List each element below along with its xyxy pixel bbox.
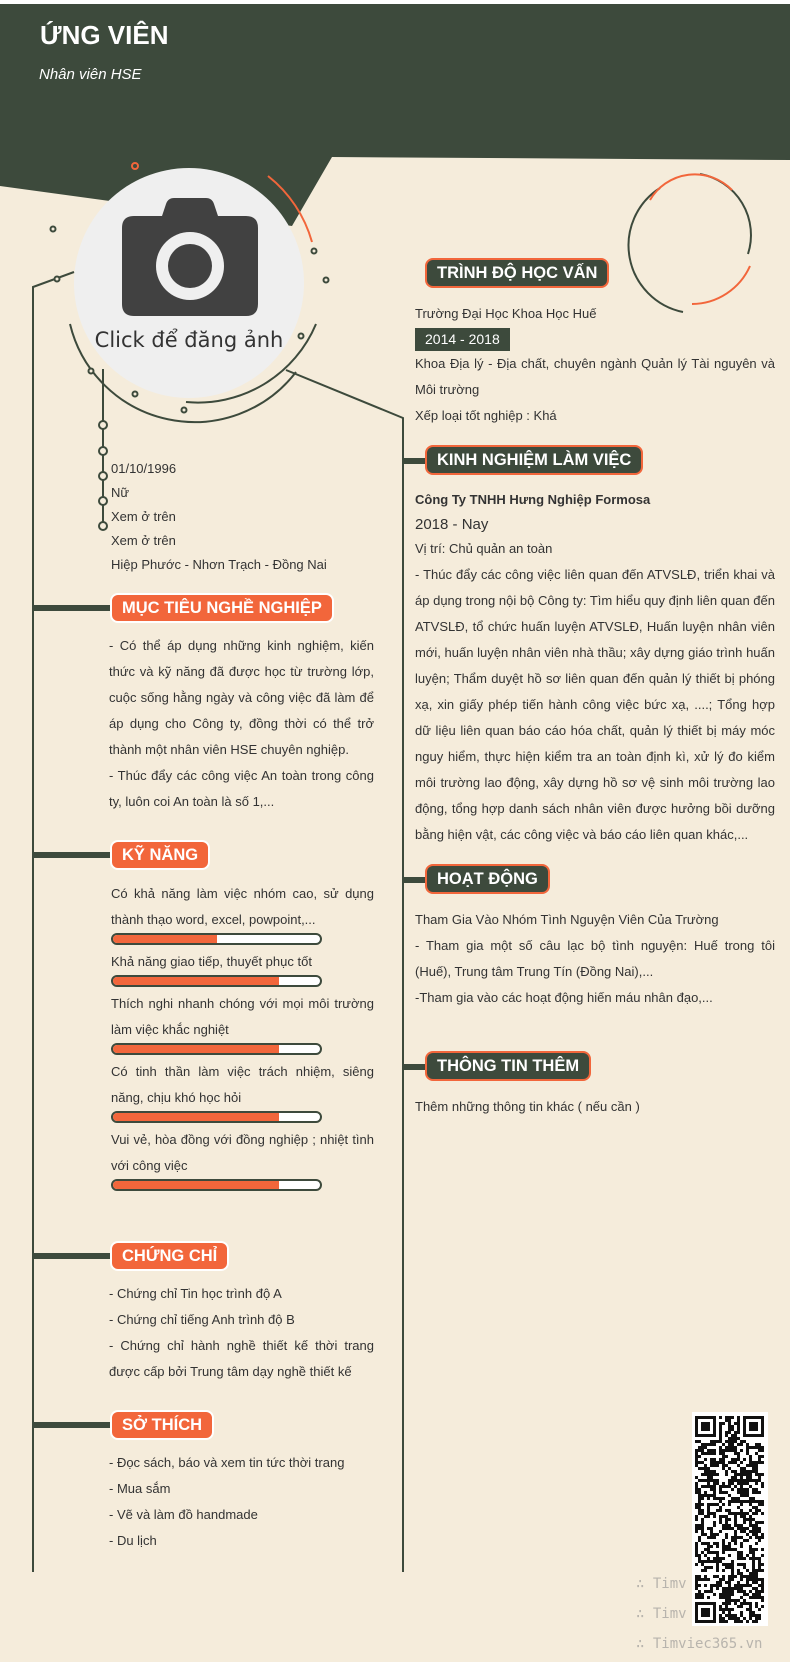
avatar-label: Click để đăng ảnh	[94, 328, 284, 352]
activities-heading: HOẠT ĐỘNG	[425, 864, 550, 894]
phone: Xem ở trên	[111, 509, 176, 524]
address: Hiệp Phước - Nhơn Trạch - Đồng Nai	[111, 557, 327, 572]
certificates-list	[109, 1281, 374, 1385]
objective-heading: MỤC TIÊU NGHỀ NGHIỆP	[110, 593, 334, 623]
certificate-item: - Chứng chỉ Tin học trình độ A	[109, 1286, 282, 1301]
skills-heading: KỸ NĂNG	[110, 840, 210, 870]
skill-bar	[111, 933, 322, 945]
watermark-line: ∴ Timviec365.vn	[636, 1636, 763, 1652]
skill-label: Có tinh thần làm việc trách nhiệm, siêng năng, chịu khó học hỏi	[111, 1064, 374, 1105]
hobbies-list	[109, 1450, 374, 1554]
watermark-line: ∴ Timv	[636, 1576, 687, 1592]
section-stub	[33, 605, 113, 611]
education-grade: Xếp loại tốt nghiệp : Khá	[415, 408, 557, 423]
education-years: 2014 - 2018	[415, 328, 510, 351]
education-major: Khoa Địa lý - Địa chất, chuyên ngành Quản lý Tài nguyên và Môi trường	[415, 356, 775, 397]
personal-info	[111, 457, 327, 577]
candidate-name: ỨNG VIÊN	[40, 20, 169, 50]
objective-paragraph: - Có thể áp dụng những kinh nghiệm, kiến thức và kỹ năng đã được học từ trường lớp, cuộc sống hằng ngày và công việc đã làm để áp dụng cho Công ty, đồng thời có thể trở thành một nhân viên HSE chuyên nghiệp.	[109, 638, 374, 757]
qr-code-image	[692, 1412, 768, 1626]
objective-text	[109, 633, 374, 815]
skill-label: Thích nghi nhanh chóng với mọi môi trường làm việc khắc nghiệt	[111, 996, 374, 1037]
activities-list	[415, 933, 775, 1011]
experience-period: 2018 - Nay	[415, 516, 489, 533]
skill-bar-fill	[113, 1181, 279, 1189]
skill-bar-fill	[113, 935, 217, 943]
hobbies-heading: SỞ THÍCH	[110, 1410, 214, 1440]
experience-heading: KINH NGHIỆM LÀM VIỆC	[425, 445, 643, 475]
hobby-item: - Đọc sách, báo và xem tin tức thời trang	[109, 1455, 345, 1470]
extra-heading: THÔNG TIN THÊM	[425, 1051, 591, 1081]
birth-date: 01/10/1996	[111, 461, 177, 476]
skill-bar-fill	[113, 1113, 279, 1121]
hobby-item: - Du lịch	[109, 1533, 157, 1548]
extra-text: Thêm những thông tin khác ( nếu cần )	[415, 1099, 640, 1114]
skills-list	[111, 881, 374, 1195]
skill-label: Khả năng giao tiếp, thuyết phục tốt	[111, 954, 312, 969]
skill-label: Vui vẻ, hòa đồng với đồng nghiệp ; nhiệt tình với công việc	[111, 1132, 374, 1173]
cv-page	[0, 4, 790, 1662]
section-stub	[33, 1422, 113, 1428]
experience-description: - Thúc đẩy các công việc liên quan đến ATVSLĐ, triển khai và áp dụng trong nội bộ Công ty: Tìm hiểu quy định liên quan đến ATVSLĐ, tổ chức huấn luyện ATVSLĐ, Huấn luyện nhân viên mới, huấn luyện nhân viên nhà thầu; xây dựng giáo trình huấn luyện; Thẩm duyệt hồ sơ liên quan đến quản lý thiết bị phóng xạ, xin giấy phép tiến hành công việc bức xạ, ....; Tổng hợp dữ liệu liên quan báo cáo hóa chất, quản lý thiết bị máy móc nguy hiểm, thực hiện kiểm tra an toàn định kì, xử lý đo kiểm môi trường lao động, xây dựng hồ sơ vệ sinh môi trường lao động, tổng hợp danh sách nhân viên được hưởng bồi dưỡng bằng hiện vật, các công việc và báo cáo liên quan khác,...	[415, 567, 775, 842]
experience-position: Vị trí: Chủ quản an toàn	[415, 541, 553, 556]
skill-bar	[111, 1111, 322, 1123]
gender: Nữ	[111, 485, 130, 500]
experience-company: Công Ty TNHH Hưng Nghiệp Formosa	[415, 492, 651, 507]
watermark-line: ∴ Timv	[636, 1606, 687, 1622]
camera-icon	[122, 198, 258, 318]
email: Xem ở trên	[111, 533, 176, 548]
education-school: Trường Đại Học Khoa Học Huế	[415, 306, 597, 321]
certificate-item: - Chứng chỉ tiếng Anh trình độ B	[109, 1312, 295, 1327]
hobby-item: - Mua sắm	[109, 1481, 171, 1496]
skill-label: Có khả năng làm việc nhóm cao, sử dụng thành thạo word, excel, powpoint,...	[111, 886, 374, 927]
avatar-upload[interactable]	[74, 168, 304, 398]
activity-item: -Tham gia vào các hoạt động hiến máu nhân đạo,...	[415, 990, 713, 1005]
skill-bar	[111, 1043, 322, 1055]
objective-paragraph: - Thúc đẩy các công việc An toàn trong công ty, luôn coi An toàn là số 1,...	[109, 768, 374, 809]
section-stub	[33, 1253, 113, 1259]
skill-bar-fill	[113, 1045, 279, 1053]
hobby-item: - Vẽ và làm đồ handmade	[109, 1507, 258, 1522]
activity-item: - Tham gia một số câu lạc bộ tình nguyện: Huế trong tôi (Huế), Trung tâm Trung Tín (Đồng Nai),...	[415, 938, 775, 979]
certificates-heading: CHỨNG CHỈ	[110, 1241, 229, 1271]
education-heading: TRÌNH ĐỘ HỌC VẤN	[425, 258, 609, 288]
skill-bar	[111, 975, 322, 987]
skill-bar-fill	[113, 977, 279, 985]
qr-code	[692, 1412, 768, 1626]
activities-org: Tham Gia Vào Nhóm Tình Nguyện Viên Của Trường	[415, 912, 719, 927]
skill-bar	[111, 1179, 322, 1191]
section-stub	[33, 852, 113, 858]
certificate-item: - Chứng chỉ hành nghề thiết kế thời trang được cấp bởi Trung tâm dạy nghề thiết kế	[109, 1338, 374, 1379]
job-title: Nhân viên HSE	[39, 66, 142, 83]
